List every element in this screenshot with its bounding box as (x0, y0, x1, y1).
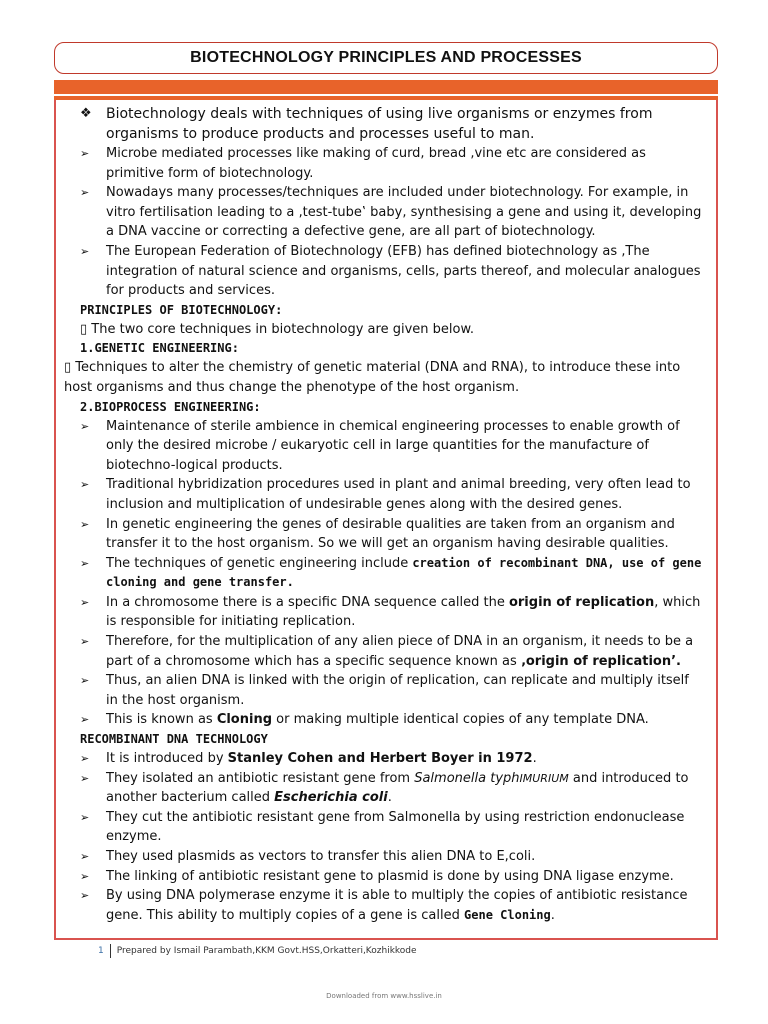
arrow-bullet-icon: ➢ (80, 889, 90, 903)
intro-item: ➢ The European Federation of Biotechnology (EFB) has defined biotechnology as ‚The integration of natural science and organisms, cells, parts thereof, and molecular analogues for products and services. (80, 243, 701, 299)
arrow-bullet-icon: ➢ (80, 771, 90, 785)
bioprocess-item: ➢ In genetic engineering the genes of desirable qualities are taken from an organism and transfer it to the host organism. So we will get an organism having desirable qualities. (80, 516, 675, 552)
bioprocess-item: ➢ In a chromosome there is a specific DNA sequence called the origin of replication, which is responsible for initiating replication. (80, 594, 701, 630)
box-bullet-icon: ▯ (64, 360, 72, 376)
rdna-item: ➢ It is introduced by Stanley Cohen and Herbert Boyer in 1972. (64, 749, 704, 769)
bioprocess-item: ➢ Traditional hybridization procedures used in plant and animal breeding, very often lead to inclusion and multiplication of undesirable genes along with the desired genes. (80, 477, 691, 512)
page-footer (98, 944, 417, 958)
arrow-bullet-icon: ➢ (80, 810, 90, 824)
arrow-bullet-icon: ➢ (80, 635, 90, 649)
arrow-bullet-icon: ➢ (80, 556, 90, 570)
arrow-bullet-icon: ➢ (80, 186, 90, 200)
watermark-overlap-text: sirable genes along (338, 496, 466, 512)
footer-credit: Prepared by Ismail Parambath,KKM Govt.HSS,Orkatteri,Kozhikkode (116, 946, 417, 956)
arrow-bullet-icon: ➢ (80, 752, 90, 766)
intro-item: ➢ Nowadays many processes/techniques are included under biotechnology. For example, in vitro fertilisation leading to a ‚test-tube‛ baby, synthesising a gene and using it, developing a DNA vaccine or correcting a defective gene, are all part of biotechnology. (80, 185, 702, 240)
arrow-bullet-icon: ➢ (80, 147, 90, 160)
arrow-bullet-icon: ➢ (80, 713, 90, 727)
intro-item: ❖ Biotechnology deals with techniques of using live organisms or enzymes from organisms to produce products and processes useful to man. (80, 106, 653, 142)
bioprocess-heading: 2.BIOPROCESS ENGINEERING: (80, 399, 261, 414)
page-title: BIOTECHNOLOGY PRINCIPLES AND PROCESSES (54, 42, 718, 74)
page-number: 1 (98, 946, 104, 956)
genetic-engineering-heading: 1.GENETIC ENGINEERING: (80, 341, 239, 356)
rdna-item: ➢ By using DNA polymerase enzyme it is able to multiply the copies of antibiotic resistance gene. This ability to multiply copies of a gene is called Gene Cloning. (80, 888, 688, 923)
arrow-bullet-icon: ➢ (80, 674, 90, 688)
content-body (64, 104, 704, 925)
header-band (54, 80, 718, 94)
rdna-item: ➢ They used plasmids as vectors to transfer this alien DNA to E,coli. (64, 847, 704, 867)
arrow-bullet-icon: ➢ (80, 419, 90, 433)
rdna-item: ➢ They isolated an antibiotic resistant gene from Salmonella typhIMURIUM and introduced to another bacterium called Escherichia coli. (80, 770, 689, 806)
bioprocess-item: ➢ The techniques of genetic engineering include creation of recombinant DNA, use of gene cloning and gene transfer. (80, 555, 702, 590)
arrow-bullet-icon: ➢ (80, 478, 90, 492)
diamond-bullet-icon: ❖ (80, 106, 92, 121)
genetic-engineering-text: ▯ Techniques to alter the chemistry of genetic material (DNA and RNA), to introduce these into host organisms and thus change the phenotype of the host organism. (64, 360, 681, 395)
arrow-bullet-icon: ➢ (80, 850, 90, 863)
bioprocess-item: ➢ Thus, an alien DNA is linked with the origin of replication, can replicate and multiply itself in the host organism. (80, 673, 689, 708)
arrow-bullet-icon: ➢ (80, 517, 90, 531)
download-note: Downloaded from www.hsslive.in (326, 992, 442, 1000)
bioprocess-item: ➢ Maintenance of sterile ambience in chemical engineering processes to enable growth of only the desired microbe / eukaryotic cell in large quantities for the manufacture of biotechno-logical products. (80, 418, 680, 473)
arrow-bullet-icon: ➢ (80, 869, 90, 883)
footer-divider (110, 944, 111, 958)
arrow-bullet-icon: ➢ (80, 595, 90, 609)
bioprocess-item: ➢ Therefore, for the multiplication of any alien piece of DNA in an organism, it needs to be a part of a chromosome which has a specific sequence known as ‚origin of replication’. (80, 634, 694, 669)
intro-item: ➢ Microbe mediated processes like making of curd, bread ,vine etc are considered as primitive form of biotechnology. (80, 146, 646, 181)
bioprocess-item: ➢ This is known as Cloning or making multiple identical copies of any template DNA. (64, 710, 704, 730)
box-bullet-icon: ▯ (80, 321, 88, 337)
arrow-bullet-icon: ➢ (80, 244, 90, 258)
principles-heading: PRINCIPLES OF BIOTECHNOLOGY: (80, 302, 283, 317)
rdna-item: ➢ The linking of antibiotic resistant gene to plasmid is done by using DNA ligase enzyme. (64, 867, 704, 887)
principles-intro: ▯ The two core techniques in biotechnology are given below. (80, 321, 475, 337)
rdna-heading: RECOMBINANT DNA TECHNOLOGY (80, 732, 268, 747)
rdna-item: ➢ They cut the antibiotic resistant gene from Salmonella by using restriction endonuclease enzyme. (80, 809, 685, 845)
